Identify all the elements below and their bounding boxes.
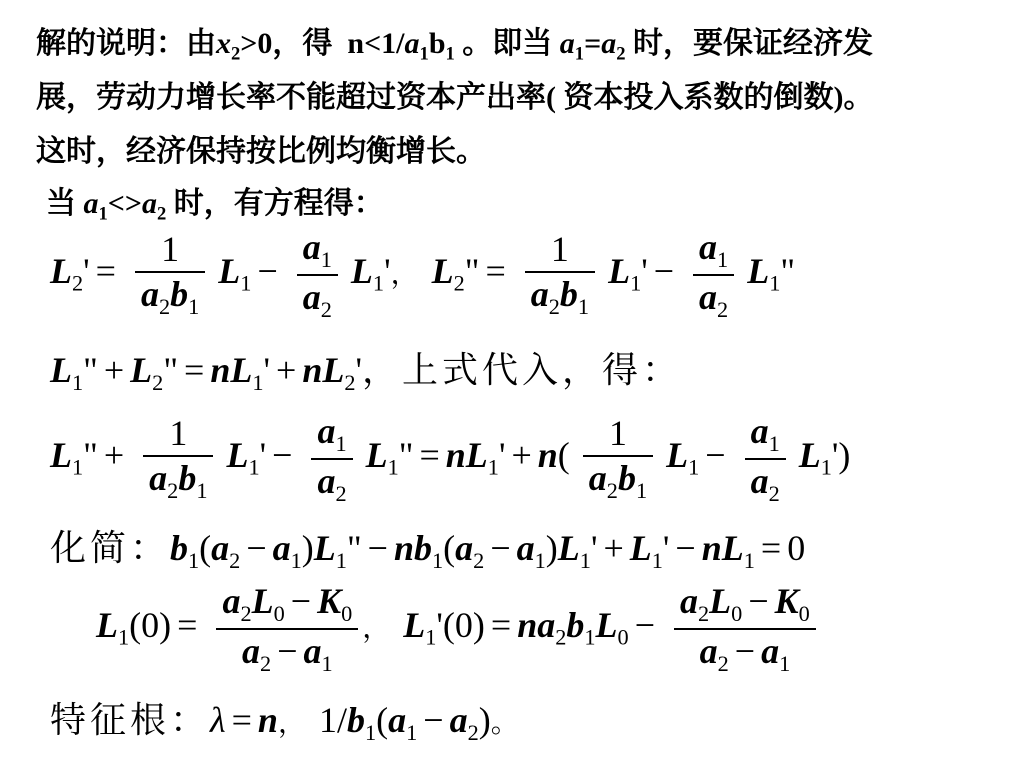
intro-line-1: 解的说明：由$x_2>0$，得 $n<1/a_1b_1$ 。即当 $a_1=a_2$ 时，要保证经济发 <box>36 27 873 65</box>
equation-3: $L_1$" + $\frac{1}{a_2b_1}$ $L_1'$ − $\frac{a_1}{a_2}$ $L_1$" = $nL_1' + n$( $\frac{1}{a_2b_1}$ $L_1$ − $\frac{a_1}{a_2}$ $L_1'$) <box>50 411 851 506</box>
equation-6: 特征根：λ = n， $1/b_1(a_1 - a_2)$。 <box>50 700 523 745</box>
equation-4: 化简：$b_1(a_2 - a_1)L_1$" − $nb_1(a_2 - a_1)L_1' + L_1' - nL_1 = 0$ <box>50 528 806 573</box>
roots-label: 特征根： <box>50 700 211 741</box>
equation-2: $L_1$" + $L_2$" = $nL_1' + nL_2'$，上式代入，得： <box>50 350 683 395</box>
intro-line-3: 这时，经济保持按比例均衡增长。 <box>36 135 486 168</box>
simplify-label: 化简： <box>50 528 171 569</box>
equation-5: $L_1(0)$ = $\frac{a_2L_0 - K_0}{a_2 - a_1}$ ， $L_1'(0) = na_2b_1L_0$ − $\frac{a_2L_0 - K_0}{a_2 - a_1}$ <box>96 580 820 677</box>
equation-1: $L_2'$ = $\frac{1}{a_2b_1}$ $L_1$ − $\frac{a_1}{a_2}$ $L_1'$， $L_2$" = $\frac{1}{a_2b_1}$ $L_1'$ − $\frac{a_1}{a_2}$ $L_1$" <box>50 227 796 322</box>
intro-line-2: 展，劳动力增长率不能超过资本产出率( 资本投入系数的倒数)。 <box>36 81 874 114</box>
intro-line-4: 当 $a_1<>a_2$ 时，有方程得： <box>46 187 384 225</box>
substitute-label: ，上式代入，得： <box>362 350 683 391</box>
